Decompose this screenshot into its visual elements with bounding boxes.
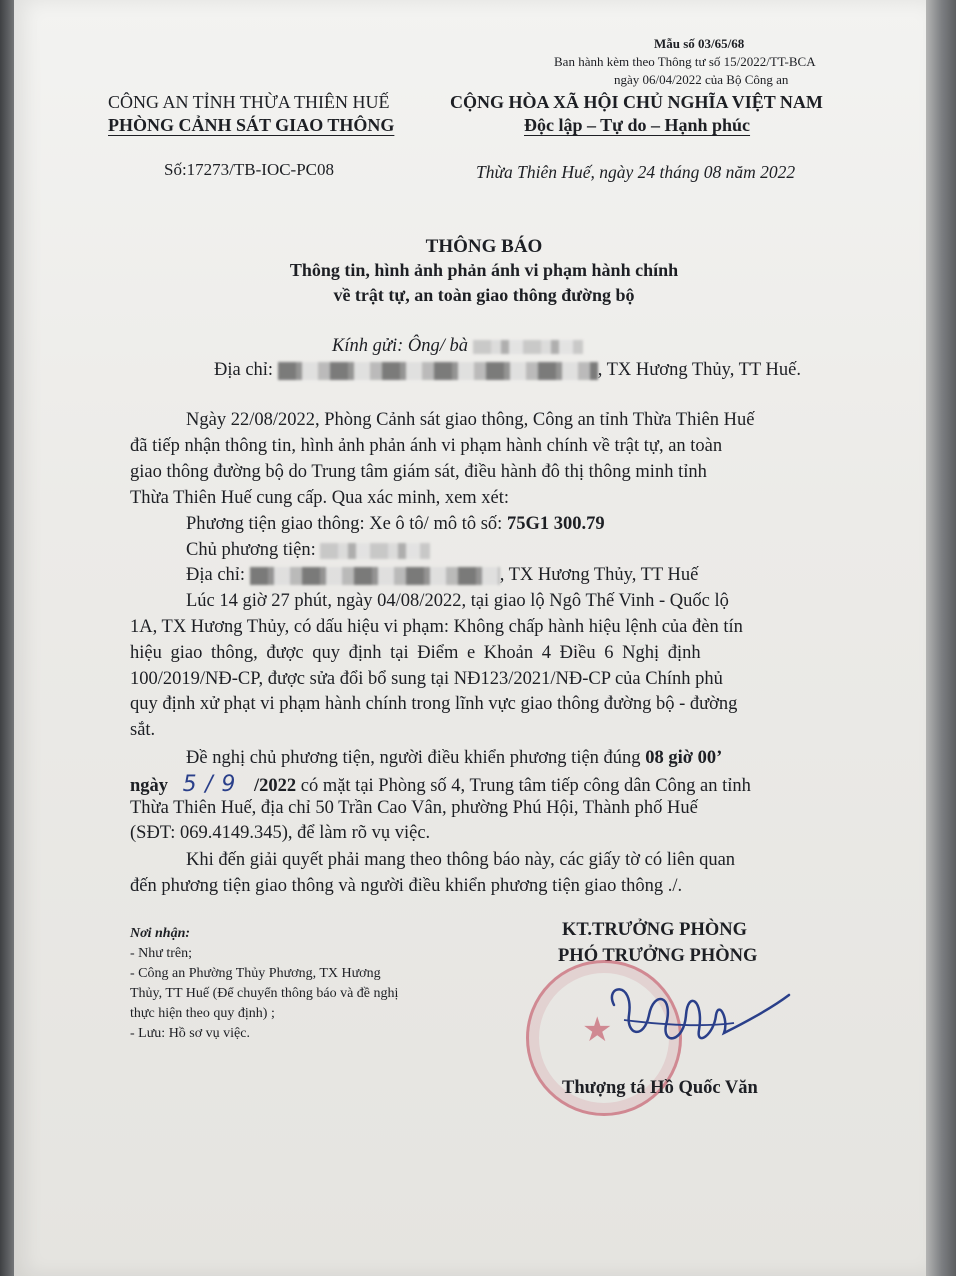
signer-name: Thượng tá Hồ Quốc Văn [562, 1078, 758, 1098]
recipient-item-2-line-3: thực hiện theo quy định) ; [130, 1006, 275, 1021]
owner-line [186, 540, 430, 561]
handwritten-month: 9 [221, 772, 236, 797]
vehicle-plate: 75G1 300.79 [506, 514, 605, 534]
owner-label: Chủ phương tiện: [186, 540, 316, 560]
request-line-2 [130, 772, 751, 797]
handwritten-separator: / [205, 772, 213, 797]
notice-subtitle-2: về trật tự, an toàn giao thông đường bộ [333, 285, 635, 305]
owner-address-suffix: , TX Hương Thủy, TT Huế [499, 565, 699, 585]
closing-line-1: Khi đến giải quyết phải mang theo thông báo này, các giấy tờ có liên quan [186, 850, 736, 870]
redacted-address [278, 362, 598, 380]
recipient-greeting: Kính gửi: Ông/ bà [332, 336, 468, 356]
notice-subtitle-1: Thông tin, hình ảnh phản ánh vi phạm hành chính [289, 260, 679, 280]
recipients-title: Nơi nhận: [130, 926, 191, 941]
doc-number: Số:17273/TB-IOC-PC08 [164, 160, 335, 179]
signature-icon [604, 975, 794, 1055]
agency-name [108, 115, 394, 136]
request-line-2-rest: có mặt tại Phòng số 4, Trung tâm tiếp công dân Công an tỉnh [296, 776, 751, 796]
sign-title-2: PHÓ TRƯỞNG PHÒNG [558, 946, 758, 966]
issued-date: ngày 06/04/2022 của Bộ Công an [614, 72, 789, 87]
sign-title-1: KT.TRƯỞNG PHÒNG [562, 920, 747, 940]
paragraph-1-line-2: đã tiếp nhận thông tin, hình ảnh phản ánh vi phạm hành chính về trật tự, an toàn [130, 436, 723, 456]
form-number: Mẫu số 03/65/68 [654, 36, 745, 51]
recipient-item-2-line-2: Thủy, TT Huế (Để chuyển thông báo và đề nghị [130, 986, 399, 1001]
appointment-year: /2022 [253, 776, 297, 796]
redacted-name [473, 340, 583, 354]
owner-address-label: Địa chỉ: [186, 565, 246, 585]
paragraph-1-line-1: Ngày 22/08/2022, Phòng Cảnh sát giao thông, Công an tỉnh Thừa Thiên Huế [186, 410, 755, 430]
violation-line-4: 100/2019/NĐ-CP, được sửa đổi bổ sung tại NĐ123/2021/NĐ-CP của Chính phủ [130, 669, 723, 689]
violation-line-2: 1A, TX Hương Thủy, có dấu hiệu vi phạm: Không chấp hành hiệu lệnh của đèn tín [130, 617, 743, 637]
violation-line-6: sắt. [130, 720, 156, 740]
violation-line-3: hiệu giao thông, được quy định tại Điểm e Khoản 4 Điều 6 Nghị định [130, 643, 701, 663]
day-label: ngày [130, 776, 169, 796]
violation-line-1: Lúc 14 giờ 27 phút, ngày 04/08/2022, tại giao lộ Ngô Thế Vinh - Quốc lộ [186, 591, 729, 611]
vehicle-label: Phương tiện giao thông: Xe ô tô/ mô tô số: [186, 514, 507, 534]
handwritten-day: 5 [182, 772, 197, 797]
address-label: Địa chỉ: [214, 360, 274, 380]
recipient-item-2-line-1: - Công an Phường Thủy Phương, TX Hương [130, 966, 381, 981]
request-line-3: Thừa Thiên Huế, địa chỉ 50 Trần Cao Vân, phường Phú Hội, Thành phố Huế [130, 798, 698, 818]
closing-line-2: đến phương tiện giao thông và người điều khiển phương tiện giao thông ./. [130, 876, 683, 896]
owner-address-line [186, 565, 698, 586]
agency-name-text: PHÒNG CẢNH SÁT GIAO THÔNG [108, 115, 395, 135]
vehicle-line [186, 514, 605, 535]
recipient-item-1: - Như trên; [130, 946, 193, 961]
paragraph-1-line-3: giao thông đường bộ do Trung tâm giám sát, điều hành đô thị thông minh tỉnh [130, 462, 707, 482]
appointment-time: 08 giờ 00’ [645, 748, 723, 768]
seal-star-icon: ★ [582, 1012, 613, 1049]
request-line-1 [186, 748, 722, 769]
document-page [14, 0, 926, 1276]
request-line-4: (SĐT: 069.4149.345), để làm rõ vụ việc. [130, 823, 431, 843]
address-suffix: , TX Hương Thủy, TT Huế. [597, 360, 801, 380]
place-date: Thừa Thiên Huế, ngày 24 tháng 08 năm 2022 [476, 162, 796, 182]
redacted-owner-address [250, 567, 500, 585]
nation-name: CỘNG HÒA XÃ HỘI CHỦ NGHĨA VIỆT NAM [450, 92, 823, 112]
recipient-line [332, 336, 583, 357]
request-text: Đề nghị chủ phương tiện, người điều khiển phương tiện đúng [186, 748, 646, 768]
notice-title: THÔNG BÁO [425, 236, 543, 257]
issued-by: Ban hành kèm theo Thông tư số 15/2022/TT-BCA [554, 54, 816, 69]
motto: Độc lập – Tự do – Hạnh phúc [524, 115, 751, 135]
violation-line-5: quy định xử phạt vi phạm hành chính trong lĩnh vực giao thông đường bộ - đường [130, 694, 738, 714]
paragraph-1-line-4: Thừa Thiên Huế cung cấp. Qua xác minh, xem xét: [130, 488, 510, 508]
recipient-address [214, 360, 801, 381]
agency-parent: CÔNG AN TỈNH THỪA THIÊN HUẾ [108, 92, 390, 112]
recipient-item-3: - Lưu: Hồ sơ vụ việc. [130, 1026, 250, 1041]
redacted-owner [320, 543, 430, 559]
